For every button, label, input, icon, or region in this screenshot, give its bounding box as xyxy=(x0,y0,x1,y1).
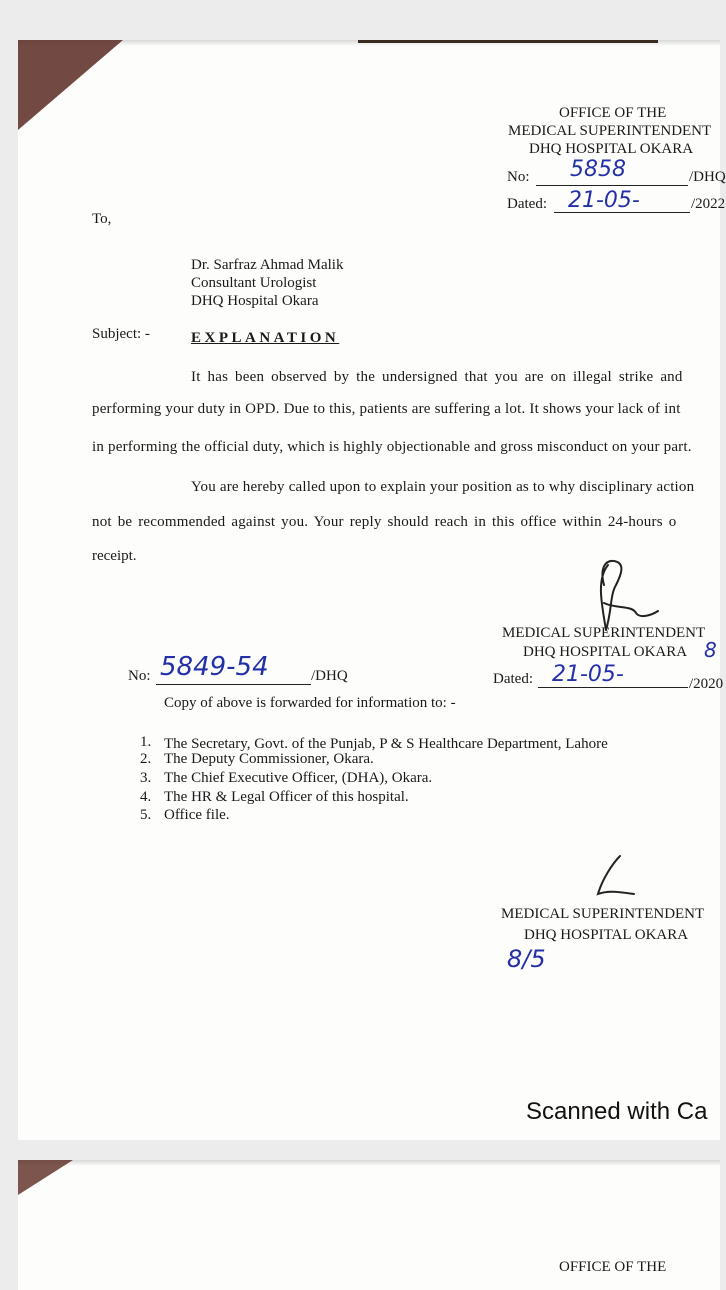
signature-1-hospital: DHQ HOSPITAL OKARA xyxy=(523,644,688,660)
recipient-org: DHQ Hospital Okara xyxy=(191,293,319,309)
next-page xyxy=(18,1160,720,1290)
header-no-underline xyxy=(536,185,688,186)
signature-1-title: MEDICAL SUPERINTENDENT xyxy=(502,625,706,641)
header-dated-handwritten: 21-05- xyxy=(568,188,640,213)
next-page-header: OFFICE OF THE xyxy=(559,1259,667,1275)
header-no-suffix: /DHQ xyxy=(689,169,726,185)
copy-no-handwritten: 5849-54 xyxy=(160,652,269,682)
body-line-5: not be recommended against you. Your reply should reach in this office within 24-hours o xyxy=(92,514,677,530)
header-dated-label: Dated: xyxy=(507,196,547,212)
body-line-1: It has been observed by the undersigned that you are on illegal strike and xyxy=(191,369,683,385)
page-edge-shadow xyxy=(18,1160,720,1166)
header-title: MEDICAL SUPERINTENDENT xyxy=(508,123,712,139)
header-hospital: DHQ HOSPITAL OKARA xyxy=(529,141,694,157)
letter-page xyxy=(18,40,726,1140)
header-no-handwritten: 5858 xyxy=(570,157,626,182)
page-corner-shadow xyxy=(18,1160,78,1200)
copy-no-label: No: xyxy=(128,668,151,684)
header-dated-suffix: /2022 xyxy=(691,196,726,212)
list-item-number: 5. xyxy=(140,807,152,823)
copy-dated-label: Dated: xyxy=(493,671,533,687)
body-line-2: performing your duty in OPD. Due to this, patients are suffering a lot. It shows your lack of int xyxy=(92,401,681,417)
signature-2-title: MEDICAL SUPERINTENDENT xyxy=(501,906,705,922)
copy-dated-suffix: /2020 xyxy=(689,676,724,692)
list-item-text: The HR & Legal Officer of this hospital. xyxy=(164,789,409,805)
signature-2-hospital: DHQ HOSPITAL OKARA xyxy=(524,927,689,943)
subject-text: EXPLANATION xyxy=(191,330,340,346)
signature-2-initials: 8/5 xyxy=(507,945,546,973)
copy-forward-text: Copy of above is forwarded for information to: - xyxy=(164,695,456,711)
list-item-text: Office file. xyxy=(164,807,230,823)
to-label: To, xyxy=(92,211,112,227)
recipient-name: Dr. Sarfraz Ahmad Malik xyxy=(191,257,344,273)
body-line-4: You are hereby called upon to explain your position as to why disciplinary action xyxy=(191,479,695,495)
list-item-text: The Secretary, Govt. of the Punjab, P & S Healthcare Department, Lahore xyxy=(164,736,608,752)
header-no-label: No: xyxy=(507,169,530,185)
list-item-number: 4. xyxy=(140,789,152,805)
body-line-6: receipt. xyxy=(92,548,137,564)
list-item-text: The Chief Executive Officer, (DHA), Okara. xyxy=(164,770,433,786)
list-item-number: 1. xyxy=(140,734,152,750)
page-corner-shadow xyxy=(18,40,128,135)
list-item-number: 2. xyxy=(140,751,152,767)
scan-watermark: Scanned with Ca xyxy=(526,1098,708,1125)
header-office: OFFICE OF THE xyxy=(559,105,667,121)
signature-1-mark: 8 xyxy=(704,638,717,662)
body-line-3: in performing the official duty, which is highly objectionable and gross misconduct on your part. xyxy=(92,439,692,455)
list-item-text: The Deputy Commissioner, Okara. xyxy=(164,751,374,767)
top-dark-line xyxy=(358,40,658,43)
copy-no-suffix: /DHQ xyxy=(311,668,348,684)
signature-2 xyxy=(590,852,650,902)
copy-no-underline xyxy=(156,684,311,685)
copy-dated-underline xyxy=(538,687,688,688)
list-item-number: 3. xyxy=(140,770,152,786)
recipient-title: Consultant Urologist xyxy=(191,275,317,291)
copy-dated-handwritten: 21-05- xyxy=(552,662,624,687)
subject-label: Subject: - xyxy=(92,326,150,342)
